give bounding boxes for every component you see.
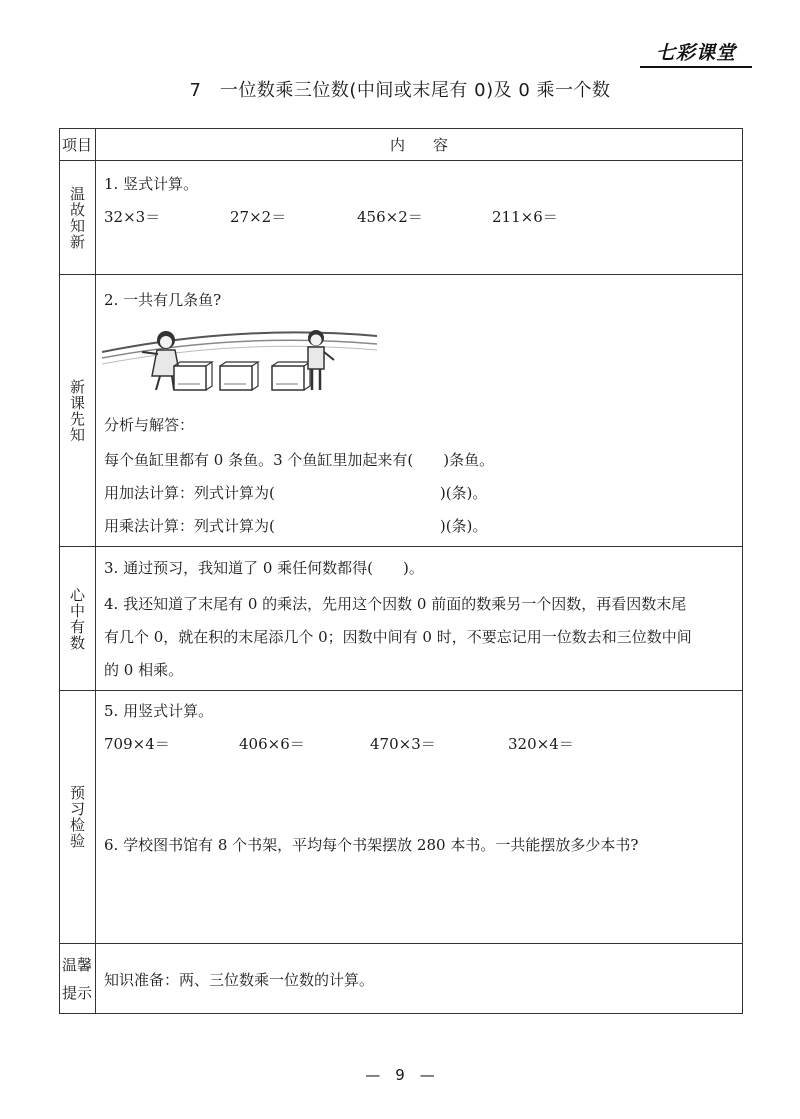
q5-title: 5. 用竖式计算。 (104, 702, 214, 720)
q4-line-1: 4. 我还知道了末尾有 0 的乘法，先用这个因数 0 前面的数乘另一个因数，再看因数末尾 (104, 595, 687, 613)
fish-tank-illustration (102, 324, 377, 400)
analysis-line-1: 每个鱼缸里都有 0 条鱼。3 个鱼缸里加起来有( )条鱼。 (104, 451, 495, 469)
analysis-line-3: 用乘法计算：列式计算为( )(条)。 (104, 517, 488, 535)
review-expr-3: 456×2＝ (357, 208, 423, 226)
label-tip-text: 温馨提示 (62, 956, 93, 1002)
table-column-divider (95, 128, 96, 1014)
lesson-title: 7 一位数乘三位数(中间或末尾有 0)及 0 乘一个数 (189, 80, 611, 101)
q2-title: 2. 一共有几条鱼? (104, 291, 222, 309)
q6-text: 6. 学校图书馆有 8 个书架，平均每个书架摆放 280 本书。一共能摆放多少本书? (104, 836, 639, 854)
table-row-divider (59, 274, 743, 275)
q1-title: 1. 竖式计算。 (104, 175, 199, 193)
label-mind-text: 心中有数 (68, 586, 86, 651)
table-row-divider (59, 690, 743, 691)
review-expr-4: 211×6＝ (492, 208, 558, 226)
check-expr-3: 470×3＝ (370, 735, 436, 753)
check-expr-1: 709×4＝ (104, 735, 170, 753)
fish-tank-3 (272, 362, 310, 390)
header-content: 内容 (389, 136, 476, 154)
q4-line-3: 的 0 相乘。 (104, 661, 184, 679)
table-row-divider (59, 546, 743, 547)
analysis-label: 分析与解答： (104, 416, 195, 434)
label-check (59, 691, 95, 943)
label-tip (59, 944, 95, 1014)
header-item: 项目 (61, 136, 92, 154)
label-new-text: 新课先知 (68, 378, 86, 443)
brand-logo: 七彩课堂 (655, 42, 736, 64)
page-number: — 9 — (365, 1066, 435, 1084)
review-expr-2: 27×2＝ (230, 208, 287, 226)
boy-figure (308, 330, 334, 390)
fish-tank-1 (174, 362, 212, 390)
check-expr-4: 320×4＝ (508, 735, 574, 753)
table-row-divider (59, 160, 743, 161)
review-expr-1: 32×3＝ (104, 208, 161, 226)
tip-text: 知识准备：两、三位数乘一位数的计算。 (104, 971, 375, 989)
label-check-text: 预习检验 (68, 785, 86, 849)
brand-underline (640, 66, 752, 68)
fish-tank-2 (220, 362, 258, 390)
label-new (59, 275, 95, 546)
label-review-text: 温故知新 (68, 185, 86, 250)
label-review (59, 161, 95, 274)
analysis-line-2: 用加法计算：列式计算为( )(条)。 (104, 484, 488, 502)
q4-line-2: 有几个 0，就在积的末尾添几个 0；因数中间有 0 时，不要忘记用一位数去和三位数中间 (104, 628, 692, 646)
check-expr-2: 406×6＝ (239, 735, 305, 753)
q3-text: 3. 通过预习，我知道了 0 乘任何数都得( )。 (104, 559, 424, 577)
label-mind (59, 547, 95, 690)
table-row-divider (59, 943, 743, 944)
